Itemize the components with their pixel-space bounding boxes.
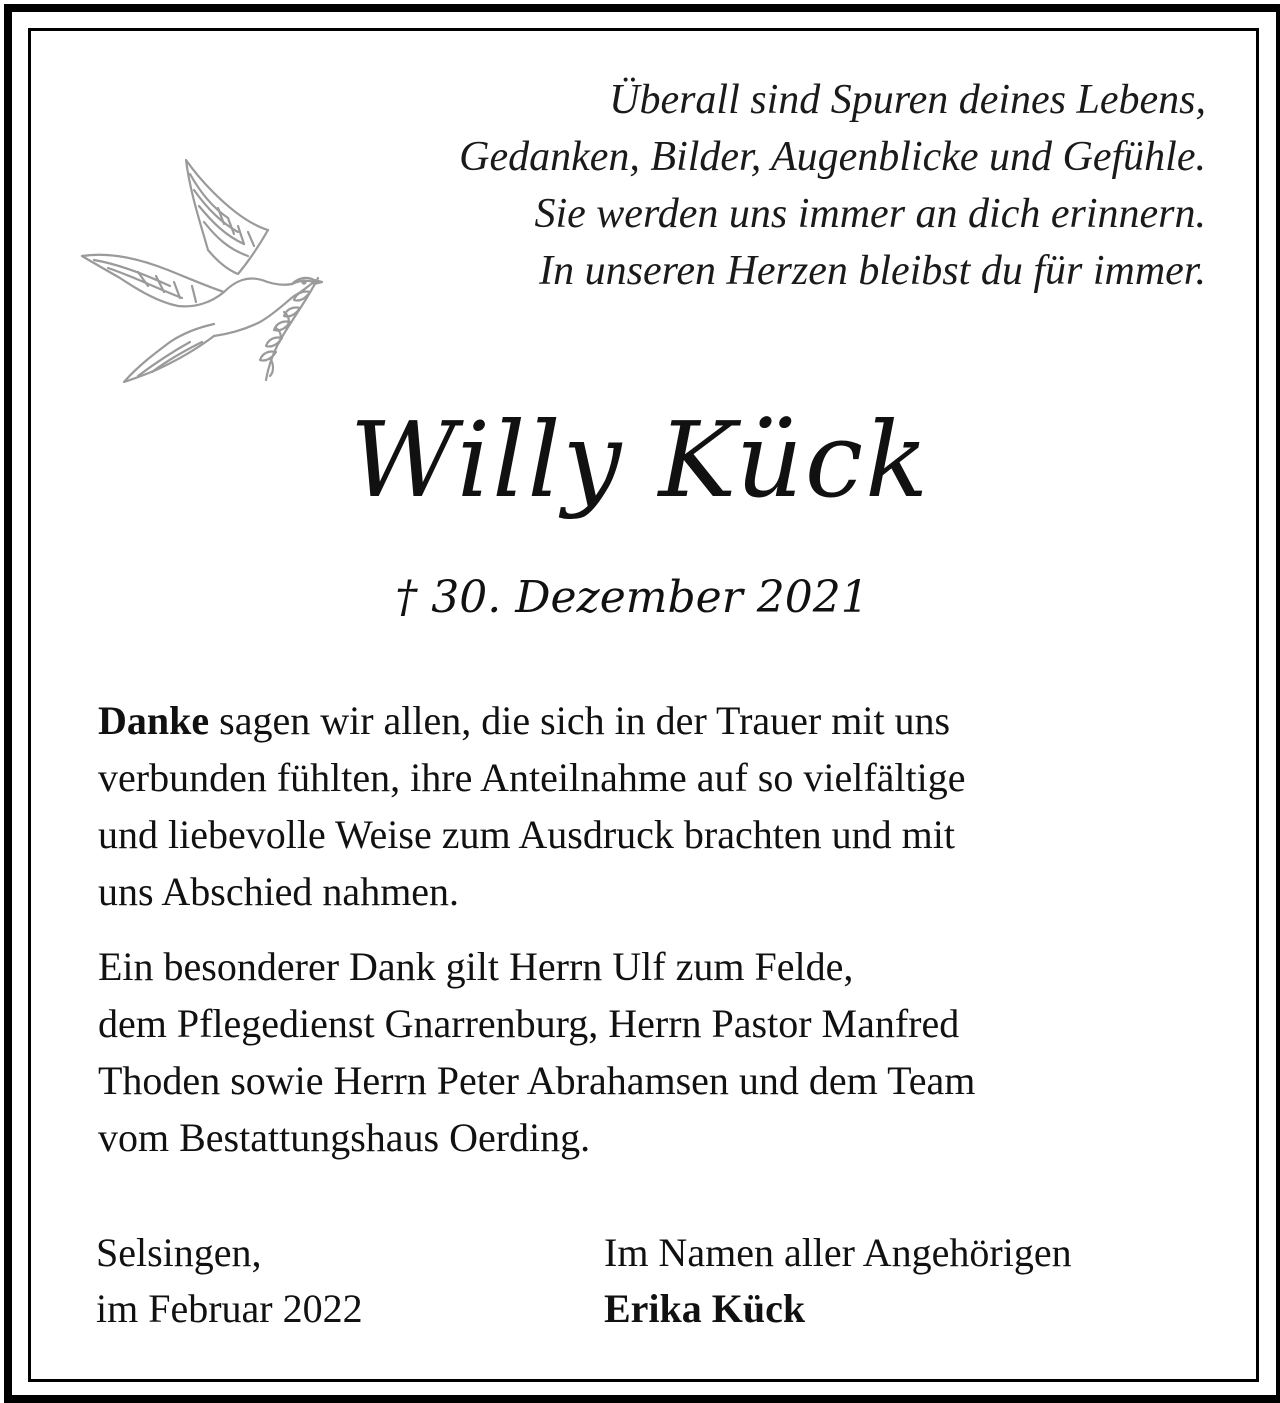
thanks-line [98, 692, 1208, 749]
thanks-line: und liebevolle Weise zum Ausdruck brachten und mit [98, 812, 955, 857]
footer-date: im Februar 2022 [96, 1286, 363, 1331]
thanks-line: vom Bestattungshaus Oerding. [98, 1115, 591, 1160]
death-date-text: † 30. Dezember 2021 [395, 572, 869, 623]
footer-signer: Erika Kück [604, 1286, 806, 1331]
footer-place: Selsingen, [96, 1230, 262, 1275]
thanks-line: dem Pflegedienst Gnarrenburg, Herrn Pastor Manfred [98, 1001, 960, 1046]
thanks-line: verbunden fühlten, ihre Anteilnahme auf so vielfältige [98, 755, 966, 800]
motto-line: Sie werden uns immer an dich erinnern. [534, 191, 1206, 237]
footer-on-behalf: Im Namen aller Angehörigen [604, 1230, 1072, 1275]
motto-line: In unseren Herzen bleibst du für immer. [539, 248, 1206, 294]
thanks-paragraph-1 [98, 692, 1208, 920]
death-date [0, 568, 1280, 628]
motto-line: Gedanken, Bilder, Augenblicke und Gefühle. [459, 134, 1206, 180]
thanks-line-rest: sagen wir allen, die sich in der Trauer mit uns [209, 698, 951, 743]
footer-signature [604, 1225, 1072, 1337]
thanks-line: Ein besonderer Dank gilt Herrn Ulf zum Felde, [98, 944, 854, 989]
deceased-name: Willy Kück [349, 399, 931, 521]
thanks-paragraph-2 [98, 938, 1208, 1166]
motto-line: Überall sind Spuren deines Lebens, [609, 77, 1206, 123]
dove-with-olive-branch-icon [78, 152, 328, 387]
footer-place-date [96, 1225, 363, 1337]
thanks-line: uns Abschied nahmen. [98, 869, 460, 914]
motto-verse [306, 72, 1206, 300]
thanks-lead-word: Danke [98, 698, 210, 743]
thanks-text [98, 692, 1208, 1166]
thanks-line: Thoden sowie Herrn Peter Abrahamsen und dem Team [98, 1058, 976, 1103]
